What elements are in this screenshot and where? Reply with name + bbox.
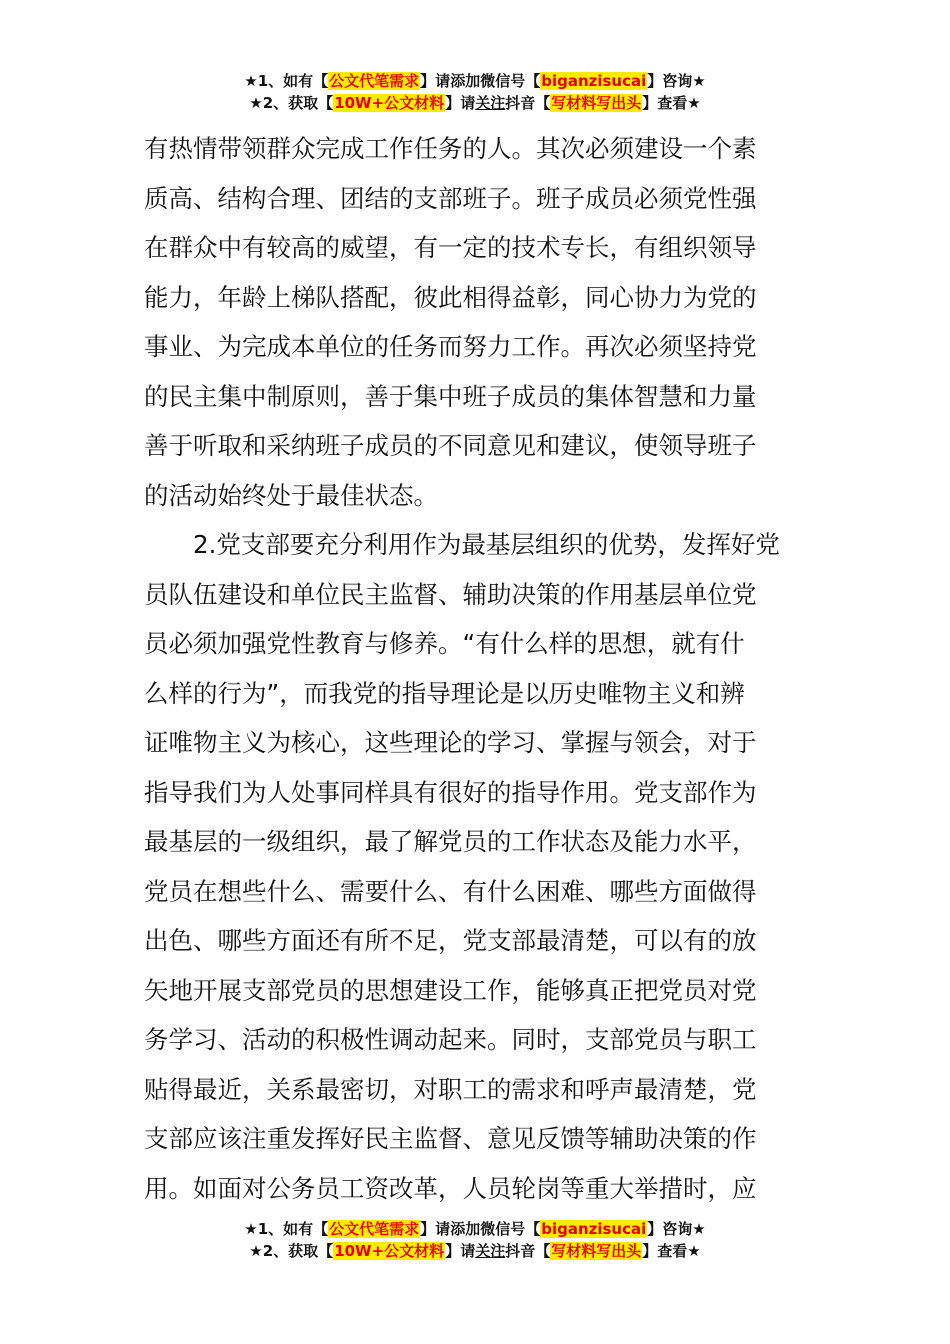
- banner-text: ★1、如有【: [244, 1220, 329, 1238]
- text-line: 出色、哪些方面还有所不足，党支部最清楚，可以有的放: [144, 926, 757, 955]
- text-line: 在群众中有较高的威望，有一定的技术专长，有组织领导: [144, 233, 757, 262]
- banner-emphasis: 关注: [475, 94, 506, 112]
- highlight-wechat-id: biganzisucai: [541, 72, 647, 90]
- banner-line-1: [0, 1218, 950, 1240]
- banner-text: 】请: [445, 1242, 476, 1260]
- text-line: 最基层的一级组织，最了解党员的工作状态及能力水平，: [144, 827, 757, 856]
- text-line: 指导我们为人处事同样具有很好的指导作用。党支部作为: [144, 777, 757, 807]
- banner-text: ★2、获取【: [249, 1242, 334, 1260]
- banner-text: 抖音【: [505, 94, 551, 112]
- text-line: 的民主集中制原则，善于集中班子成员的集体智慧和力量: [144, 381, 757, 411]
- highlight-douyin-account: 写材料写出头: [551, 94, 642, 112]
- banner-line-2: [0, 92, 950, 114]
- paragraph-start-line: 2.党支部要充分利用作为最基层组织的优势，发挥好党: [193, 530, 780, 559]
- footer-banner: [0, 1218, 950, 1262]
- banner-text: 】请: [420, 1220, 451, 1238]
- text-line: 的活动始终处于最佳状态。: [144, 480, 438, 510]
- text-line: 有热情带领群众完成工作任务的人。其次必须建设一个素: [144, 134, 757, 163]
- text-line: 员必须加强党性教育与修养。“有什么样的思想，就有什: [144, 629, 745, 658]
- banner-line-1: [0, 70, 950, 92]
- text-line: 贴得最近，关系最密切，对职工的需求和呼声最清楚，党: [144, 1074, 757, 1104]
- banner-emphasis: 添加: [450, 1220, 481, 1238]
- banner-text: 】咨询★: [647, 72, 706, 90]
- banner-text: 】请: [445, 94, 476, 112]
- banner-text: 】咨询★: [647, 1220, 706, 1238]
- document-body: [144, 124, 809, 1213]
- text-line: 用。如面对公务员工资改革，人员轮岗等重大举措时，应: [144, 1173, 757, 1203]
- text-line: 矢地开展支部党员的思想建设工作，能够真正把党员对党: [144, 975, 757, 1005]
- banner-text: 抖音【: [505, 1242, 551, 1260]
- banner-text: ★1、如有【: [244, 72, 329, 90]
- banner-line-2: [0, 1240, 950, 1262]
- highlight-service: 公文代笔需求: [329, 1220, 420, 1238]
- highlight-service: 公文代笔需求: [329, 72, 420, 90]
- banner-text: 】请: [420, 72, 451, 90]
- highlight-wechat-id: biganzisucai: [541, 1220, 647, 1238]
- highlight-douyin-account: 写材料写出头: [551, 1242, 642, 1260]
- banner-text: 】查看★: [642, 94, 701, 112]
- text-line: 员队伍建设和单位民主监督、辅助决策的作用基层单位党: [144, 579, 757, 609]
- text-line: 能力，年龄上梯队搭配，彼此相得益彰，同心协力为党的: [144, 282, 757, 312]
- text-line: 党员在想些什么、需要什么、有什么困难、哪些方面做得: [144, 876, 757, 906]
- text-line: 支部应该注重发挥好民主监督、意见反馈等辅助决策的作: [144, 1124, 757, 1153]
- banner-text: 微信号【: [480, 1220, 541, 1238]
- header-banner: [0, 70, 950, 114]
- highlight-materials: 10W+公文材料: [334, 1242, 445, 1260]
- text-line: 事业、为完成本单位的任务而努力工作。再次必须坚持党: [144, 332, 757, 361]
- text-line: 善于听取和采纳班子成员的不同意见和建议，使领导班子: [144, 431, 757, 460]
- highlight-materials: 10W+公文材料: [334, 94, 445, 112]
- text-line: 质高、结构合理、团结的支部班子。班子成员必须党性强: [144, 183, 757, 213]
- text-line: 证唯物主义为核心，这些理论的学习、掌握与领会，对于: [144, 728, 757, 757]
- banner-text: ★2、获取【: [249, 94, 334, 112]
- banner-text: 微信号【: [480, 72, 541, 90]
- text-line: 务学习、活动的积极性调动起来。同时，支部党员与职工: [144, 1025, 757, 1054]
- banner-emphasis: 关注: [475, 1242, 506, 1260]
- text-line: 么样的行为”，而我党的指导理论是以历史唯物主义和辨: [144, 678, 745, 708]
- banner-text: 】查看★: [642, 1242, 701, 1260]
- banner-emphasis: 添加: [450, 72, 481, 90]
